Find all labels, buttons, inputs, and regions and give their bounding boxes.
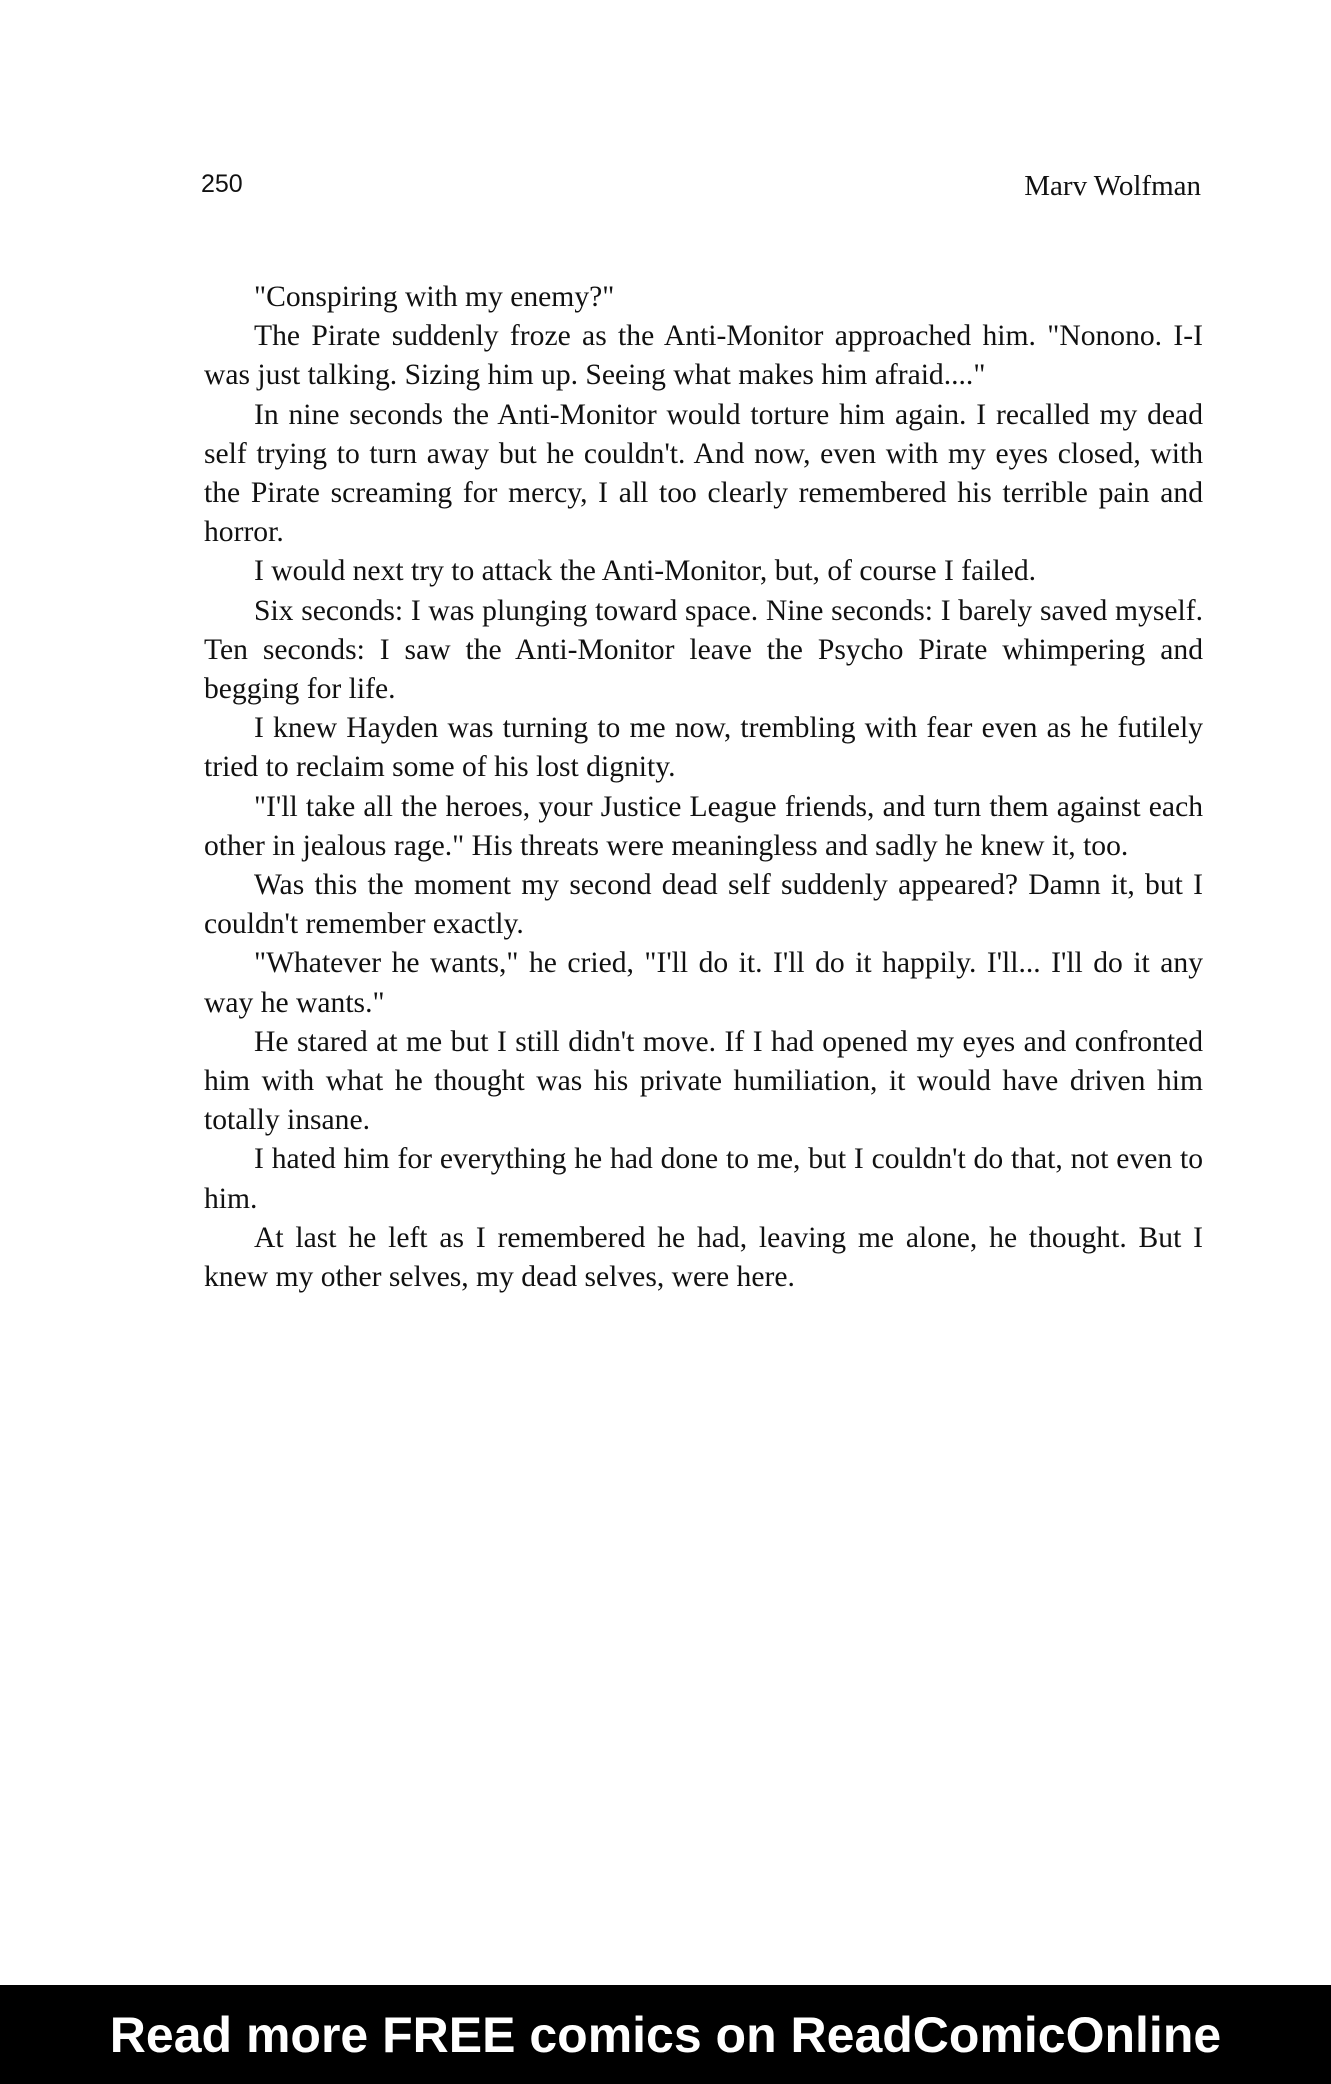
paragraph: In nine seconds the Anti-Monitor would torture him again. I recalled my dead self trying to turn away but he couldn't. And now, even with my eyes closed, with the Pirate screaming for mercy, I all too clearly remembered his terrible pain and horror. [204,398,1203,549]
paragraph: "Conspiring with my enemy?" [254,281,615,313]
paragraph: "Whatever he wants," he cried, "I'll do it. I'll do it happily. I'll... I'll do it any way he wants." [204,947,1203,1019]
body-text [204,278,1203,1297]
paragraph: "I'll take all the heroes, your Justice League friends, and turn them against each other in jealous rage." His threats were meaningless and sadly he knew it, too. [204,790,1203,862]
paragraph: I would next try to attack the Anti-Monitor, but, of course I failed. [254,555,1037,588]
paragraph: At last he left as I remembered he had, leaving me alone, he thought. But I knew my other selves, my dead selves, were here. [204,1221,1203,1294]
promo-banner[interactable] [0,1985,1331,2084]
promo-banner-text[interactable]: Read more FREE comics on ReadComicOnline [109,2006,1222,2063]
paragraph: He stared at me but I still didn't move. If I had opened my eyes and confronted him with what he thought was his private humiliation, it would have driven him totally insane. [204,1025,1203,1137]
paragraph: I hated him for everything he had done to me, but I couldn't do that, not even to him. [204,1143,1203,1215]
paragraph: Was this the moment my second dead self suddenly appeared? Damn it, but I couldn't remember exactly. [204,869,1203,941]
paragraph: I knew Hayden was turning to me now, trembling with fear even as he futilely tried to reclaim some of his lost dignity. [204,712,1203,784]
page-number: 250 [201,170,243,198]
paragraph: Six seconds: I was plunging toward space. Nine seconds: I barely saved myself. Ten seconds: I saw the Anti-Monitor leave the Psycho Pirate whimpering and begging for life. [204,594,1203,706]
running-head-author: Marv Wolfman [1024,170,1201,202]
paragraph: The Pirate suddenly froze as the Anti-Monitor approached him. "Nonono. I-I was just talking. Sizing him up. Seeing what makes him afraid...." [204,320,1203,392]
